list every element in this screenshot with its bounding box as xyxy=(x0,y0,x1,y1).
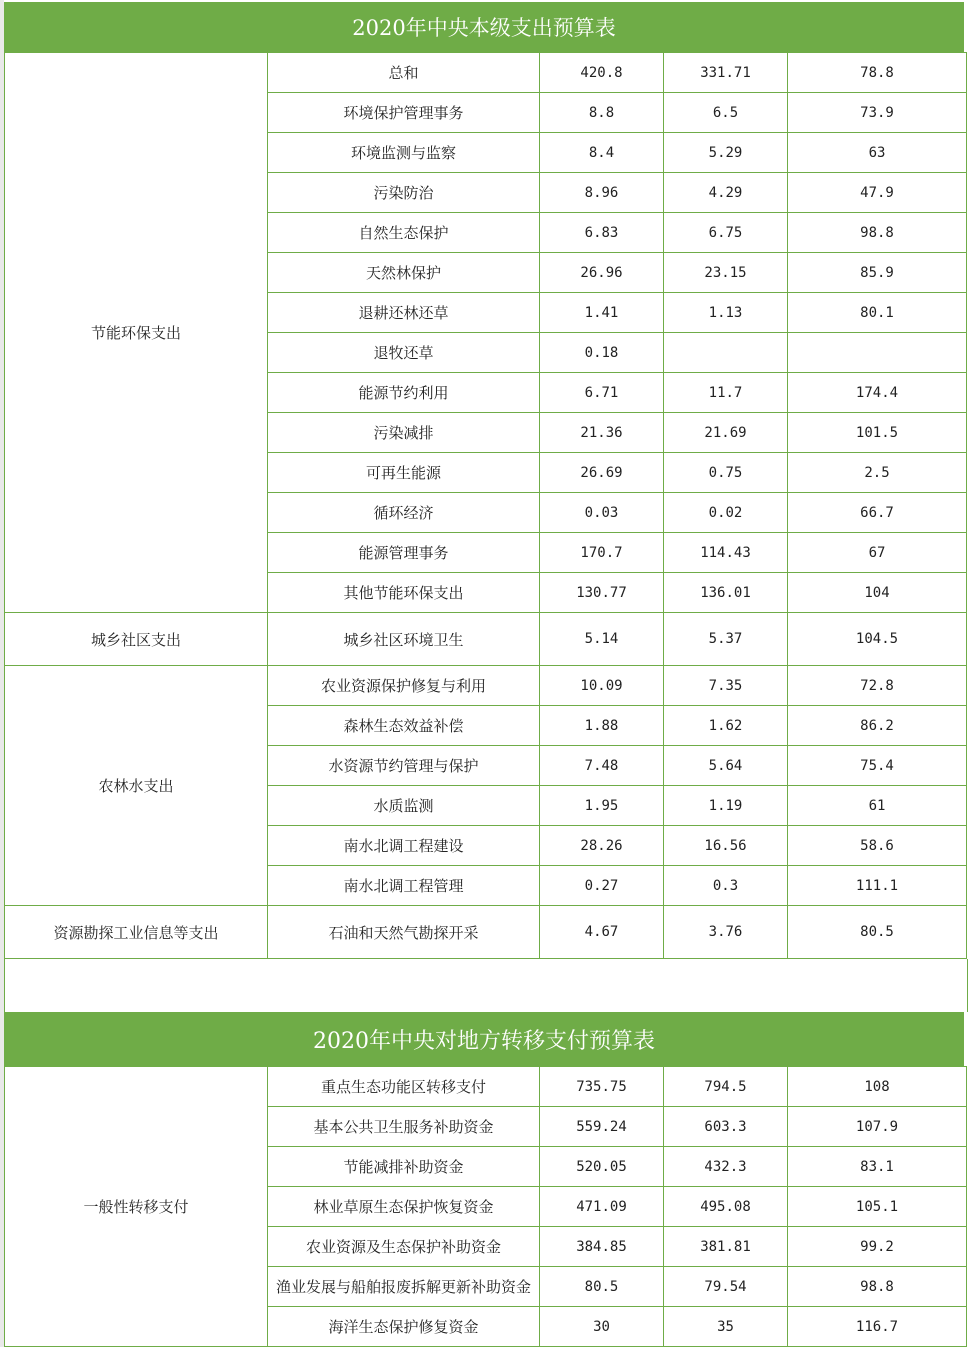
transfer-payment-table xyxy=(4,1066,967,1347)
value-cell[interactable]: 735.75 xyxy=(540,1067,664,1107)
category-cell[interactable]: 城乡社区支出 xyxy=(5,613,268,666)
value-cell[interactable]: 114.43 xyxy=(664,533,788,573)
value-cell[interactable]: 559.24 xyxy=(540,1107,664,1147)
value-cell[interactable]: 58.6 xyxy=(788,826,967,866)
item-name-cell[interactable]: 农业资源保护修复与利用 xyxy=(268,666,540,706)
value-cell[interactable]: 75.4 xyxy=(788,746,967,786)
value-cell[interactable]: 471.09 xyxy=(540,1187,664,1227)
value-cell[interactable]: 603.3 xyxy=(664,1107,788,1147)
value-cell[interactable]: 520.05 xyxy=(540,1147,664,1187)
value-cell[interactable]: 26.96 xyxy=(540,253,664,293)
value-cell[interactable]: 136.01 xyxy=(664,573,788,613)
value-cell[interactable]: 6.5 xyxy=(664,93,788,133)
value-cell[interactable] xyxy=(788,333,967,373)
value-cell[interactable]: 107.9 xyxy=(788,1107,967,1147)
value-cell[interactable]: 5.29 xyxy=(664,133,788,173)
table-row xyxy=(5,906,967,959)
value-cell[interactable]: 331.71 xyxy=(664,53,788,93)
value-cell[interactable]: 66.7 xyxy=(788,493,967,533)
item-name-cell[interactable]: 环境保护管理事务 xyxy=(268,93,540,133)
value-cell[interactable]: 1.13 xyxy=(664,293,788,333)
item-name-cell[interactable]: 重点生态功能区转移支付 xyxy=(268,1067,540,1107)
value-cell[interactable]: 72.8 xyxy=(788,666,967,706)
value-cell[interactable]: 35 xyxy=(664,1307,788,1347)
value-cell[interactable]: 86.2 xyxy=(788,706,967,746)
value-cell[interactable]: 78.8 xyxy=(788,53,967,93)
value-cell[interactable]: 6.71 xyxy=(540,373,664,413)
table2-title: 2020年中央对地方转移支付预算表 xyxy=(4,1012,964,1066)
value-cell[interactable]: 381.81 xyxy=(664,1227,788,1267)
value-cell[interactable]: 174.4 xyxy=(788,373,967,413)
value-cell[interactable]: 21.36 xyxy=(540,413,664,453)
category-cell[interactable]: 资源勘探工业信息等支出 xyxy=(5,906,268,959)
value-cell[interactable]: 111.1 xyxy=(788,866,967,906)
category-cell[interactable]: 一般性转移支付 xyxy=(5,1067,268,1347)
value-cell[interactable]: 8.8 xyxy=(540,93,664,133)
table-row xyxy=(5,613,967,666)
value-cell[interactable]: 104.5 xyxy=(788,613,967,666)
value-cell[interactable]: 495.08 xyxy=(664,1187,788,1227)
value-cell[interactable]: 0.02 xyxy=(664,493,788,533)
item-name-cell[interactable]: 南水北调工程建设 xyxy=(268,826,540,866)
item-name-cell[interactable]: 天然林保护 xyxy=(268,253,540,293)
value-cell[interactable]: 61 xyxy=(788,786,967,826)
value-cell[interactable]: 0.3 xyxy=(664,866,788,906)
value-cell[interactable]: 5.14 xyxy=(540,613,664,666)
value-cell[interactable]: 8.4 xyxy=(540,133,664,173)
value-cell[interactable]: 0.03 xyxy=(540,493,664,533)
value-cell[interactable]: 11.7 xyxy=(664,373,788,413)
value-cell[interactable]: 3.76 xyxy=(664,906,788,959)
value-cell[interactable]: 80.5 xyxy=(788,906,967,959)
value-cell[interactable]: 16.56 xyxy=(664,826,788,866)
spacer-row xyxy=(4,959,968,1012)
value-cell[interactable]: 28.26 xyxy=(540,826,664,866)
item-name-cell[interactable]: 农业资源及生态保护补助资金 xyxy=(268,1227,540,1267)
item-name-cell[interactable]: 基本公共卫生服务补助资金 xyxy=(268,1107,540,1147)
value-cell[interactable]: 1.62 xyxy=(664,706,788,746)
category-cell[interactable]: 农林水支出 xyxy=(5,666,268,906)
item-name-cell[interactable]: 渔业发展与船舶报废拆解更新补助资金 xyxy=(268,1267,540,1307)
value-cell[interactable]: 30 xyxy=(540,1307,664,1347)
item-name-cell[interactable]: 污染防治 xyxy=(268,173,540,213)
value-cell[interactable]: 98.8 xyxy=(788,1267,967,1307)
value-cell[interactable]: 2.5 xyxy=(788,453,967,493)
item-name-cell[interactable]: 可再生能源 xyxy=(268,453,540,493)
value-cell[interactable]: 1.41 xyxy=(540,293,664,333)
value-cell[interactable] xyxy=(664,333,788,373)
value-cell[interactable]: 6.83 xyxy=(540,213,664,253)
table-row xyxy=(5,666,967,706)
item-name-cell[interactable]: 能源管理事务 xyxy=(268,533,540,573)
central-budget-table xyxy=(4,52,967,959)
value-cell[interactable]: 105.1 xyxy=(788,1187,967,1227)
value-cell[interactable]: 98.8 xyxy=(788,213,967,253)
category-cell[interactable]: 节能环保支出 xyxy=(5,53,268,613)
value-cell[interactable]: 21.69 xyxy=(664,413,788,453)
value-cell[interactable]: 420.8 xyxy=(540,53,664,93)
item-name-cell[interactable]: 退牧还草 xyxy=(268,333,540,373)
value-cell[interactable]: 7.35 xyxy=(664,666,788,706)
item-name-cell[interactable]: 海洋生态保护修复资金 xyxy=(268,1307,540,1347)
item-name-cell[interactable]: 能源节约利用 xyxy=(268,373,540,413)
value-cell[interactable]: 0.75 xyxy=(664,453,788,493)
value-cell[interactable]: 67 xyxy=(788,533,967,573)
item-name-cell[interactable]: 自然生态保护 xyxy=(268,213,540,253)
value-cell[interactable]: 1.19 xyxy=(664,786,788,826)
item-name-cell[interactable]: 城乡社区环境卫生 xyxy=(268,613,540,666)
item-name-cell[interactable]: 节能减排补助资金 xyxy=(268,1147,540,1187)
item-name-cell[interactable]: 污染减排 xyxy=(268,413,540,453)
value-cell[interactable]: 101.5 xyxy=(788,413,967,453)
value-cell[interactable]: 63 xyxy=(788,133,967,173)
value-cell[interactable]: 47.9 xyxy=(788,173,967,213)
value-cell[interactable]: 79.54 xyxy=(664,1267,788,1307)
value-cell[interactable]: 0.27 xyxy=(540,866,664,906)
value-cell[interactable]: 5.64 xyxy=(664,746,788,786)
item-name-cell[interactable]: 林业草原生态保护恢复资金 xyxy=(268,1187,540,1227)
value-cell[interactable]: 73.9 xyxy=(788,93,967,133)
table-row xyxy=(5,53,967,93)
value-cell[interactable]: 4.67 xyxy=(540,906,664,959)
value-cell[interactable]: 104 xyxy=(788,573,967,613)
value-cell[interactable]: 23.15 xyxy=(664,253,788,293)
value-cell[interactable]: 7.48 xyxy=(540,746,664,786)
item-name-cell[interactable]: 南水北调工程管理 xyxy=(268,866,540,906)
value-cell[interactable]: 432.3 xyxy=(664,1147,788,1187)
value-cell[interactable]: 794.5 xyxy=(664,1067,788,1107)
value-cell[interactable]: 10.09 xyxy=(540,666,664,706)
value-cell[interactable]: 6.75 xyxy=(664,213,788,253)
value-cell[interactable]: 0.18 xyxy=(540,333,664,373)
table1-title: 2020年中央本级支出预算表 xyxy=(4,2,964,52)
value-cell[interactable]: 80.1 xyxy=(788,293,967,333)
value-cell[interactable]: 384.85 xyxy=(540,1227,664,1267)
value-cell[interactable]: 8.96 xyxy=(540,173,664,213)
item-name-cell[interactable]: 森林生态效益补偿 xyxy=(268,706,540,746)
item-name-cell[interactable]: 其他节能环保支出 xyxy=(268,573,540,613)
item-name-cell[interactable]: 退耕还林还草 xyxy=(268,293,540,333)
value-cell[interactable]: 5.37 xyxy=(664,613,788,666)
item-name-cell[interactable]: 水资源节约管理与保护 xyxy=(268,746,540,786)
value-cell[interactable]: 1.95 xyxy=(540,786,664,826)
value-cell[interactable]: 116.7 xyxy=(788,1307,967,1347)
item-name-cell[interactable]: 循环经济 xyxy=(268,493,540,533)
value-cell[interactable]: 108 xyxy=(788,1067,967,1107)
item-name-cell[interactable]: 环境监测与监察 xyxy=(268,133,540,173)
value-cell[interactable]: 130.77 xyxy=(540,573,664,613)
value-cell[interactable]: 85.9 xyxy=(788,253,967,293)
table-row xyxy=(5,1067,967,1107)
value-cell[interactable]: 4.29 xyxy=(664,173,788,213)
value-cell[interactable]: 170.7 xyxy=(540,533,664,573)
item-name-cell[interactable]: 石油和天然气勘探开采 xyxy=(268,906,540,959)
value-cell[interactable]: 80.5 xyxy=(540,1267,664,1307)
value-cell[interactable]: 1.88 xyxy=(540,706,664,746)
value-cell[interactable]: 99.2 xyxy=(788,1227,967,1267)
value-cell[interactable]: 83.1 xyxy=(788,1147,967,1187)
value-cell[interactable]: 26.69 xyxy=(540,453,664,493)
item-name-cell[interactable]: 水质监测 xyxy=(268,786,540,826)
item-name-cell[interactable]: 总和 xyxy=(268,53,540,93)
